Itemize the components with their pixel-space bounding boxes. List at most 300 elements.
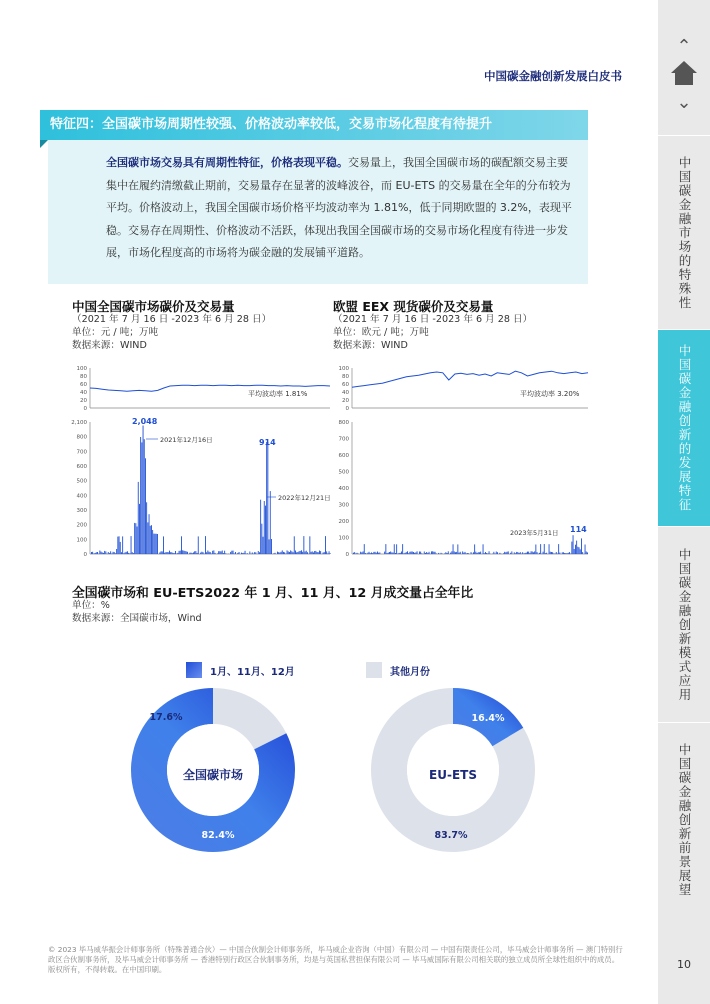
volume-bar — [546, 553, 547, 554]
volume-bar — [527, 552, 528, 554]
volume-bar — [504, 552, 505, 554]
volume-bar — [185, 551, 186, 554]
volume-tick-label: 0 — [345, 552, 349, 558]
volume-bar — [326, 551, 327, 554]
volume-bar — [414, 553, 415, 554]
volume-bar — [269, 539, 270, 554]
chevron-down-icon[interactable]: ⌄ — [676, 92, 692, 113]
volume-bar — [403, 553, 404, 554]
volume-bar — [254, 552, 255, 554]
tab-innovation-models-label: 中国碳金融创新模式应用 — [677, 547, 692, 702]
volume-bar — [175, 551, 176, 554]
volume-bar — [195, 551, 196, 554]
volume-bar — [415, 552, 416, 554]
volume-bar — [215, 553, 216, 554]
volume-bar — [397, 554, 398, 555]
volume-bar — [373, 552, 374, 554]
volume-bar — [387, 553, 388, 554]
volume-bar — [367, 553, 368, 554]
volume-bar — [508, 551, 509, 554]
volume-bar — [519, 553, 520, 554]
volume-bar — [114, 552, 115, 554]
volume-bar — [559, 553, 560, 555]
volume-bar — [243, 553, 244, 554]
volume-bar — [133, 553, 134, 554]
volume-bar — [327, 553, 328, 554]
volume-bar — [497, 552, 498, 554]
volume-bar — [531, 551, 532, 554]
volume-bar — [376, 553, 377, 554]
volume-bar — [573, 535, 574, 554]
volume-bar — [323, 553, 324, 555]
volume-bar — [457, 544, 458, 554]
volume-bar — [211, 554, 212, 555]
volume-bar — [555, 554, 556, 555]
price-tick-label: 0 — [345, 406, 349, 412]
volume-bar — [95, 553, 96, 554]
volume-bar — [113, 552, 114, 554]
volume-bar — [239, 552, 240, 554]
volume-bar — [378, 553, 379, 554]
volume-bar — [171, 552, 172, 554]
volume-bar — [217, 553, 218, 554]
volume-bar — [255, 552, 256, 554]
pie-unit: 单位：% — [72, 600, 110, 611]
tab-innovation-outlook[interactable] — [658, 722, 710, 917]
chart1-meta — [72, 313, 271, 352]
volume-bar — [493, 552, 494, 554]
feature-lead: 全国碳市场交易具有周期性特征，价格表现平稳。 — [106, 156, 348, 169]
volume-bar — [186, 551, 187, 554]
tab-innovation-outlook-label: 中国碳金融创新前景展望 — [677, 743, 692, 897]
volume-bar — [514, 552, 515, 554]
volume-bar — [396, 544, 397, 554]
volume-bar — [265, 506, 266, 554]
volume-bar — [474, 544, 475, 554]
volume-bar — [459, 553, 460, 554]
volume-bar — [526, 553, 527, 554]
chart2-meta — [333, 313, 532, 352]
volume-bar — [400, 553, 401, 554]
volume-bar — [372, 553, 373, 554]
pie1-center-label: 全国碳市场 — [182, 768, 244, 782]
volume-bar — [263, 537, 264, 554]
volume-bar — [533, 552, 534, 554]
volume-bar — [425, 553, 426, 554]
volume-bar — [431, 551, 432, 554]
price-tick-label: 80 — [342, 374, 349, 380]
volume-bar — [155, 534, 156, 554]
volume-bar — [532, 552, 533, 555]
volume-bar — [540, 544, 541, 554]
volume-bar — [320, 551, 321, 554]
volume-bar — [325, 536, 326, 554]
volume-bar — [390, 552, 391, 555]
volume-bar — [210, 552, 211, 554]
price-tick-label: 20 — [342, 398, 349, 404]
volume-bar — [135, 523, 136, 554]
volume-bar — [444, 553, 445, 554]
volume-bar — [545, 553, 546, 554]
china-carbon-chart — [68, 360, 338, 560]
volume-bar — [510, 553, 511, 554]
volume-bar — [189, 553, 190, 554]
tab-development-features[interactable] — [658, 329, 710, 526]
volume-bar — [177, 553, 178, 554]
volume-bar — [441, 553, 442, 554]
c2-volatility-label: 平均波动率 3.20% — [520, 390, 580, 398]
volume-bar — [360, 552, 361, 554]
volume-bar — [203, 552, 204, 554]
volume-bar — [307, 552, 308, 554]
volume-bar — [294, 536, 295, 554]
volume-bar — [117, 537, 118, 554]
tab-market-specialty[interactable] — [658, 135, 710, 329]
chevron-up-icon[interactable]: ⌃ — [676, 36, 692, 57]
volume-bar — [246, 554, 247, 555]
volume-bar — [266, 442, 267, 554]
volume-bar — [221, 551, 222, 554]
volume-bar — [141, 442, 142, 554]
volume-bar — [569, 552, 570, 554]
volume-bar — [278, 552, 279, 554]
volume-bar — [511, 551, 512, 554]
volume-bar — [574, 549, 575, 554]
volume-bar — [314, 551, 315, 554]
volume-bar — [222, 551, 223, 555]
price-tick-label: 40 — [342, 390, 349, 396]
volume-bar — [389, 552, 390, 554]
volume-bar — [116, 549, 117, 554]
volume-bar — [366, 554, 367, 555]
volume-bar — [104, 551, 105, 554]
volume-bar — [167, 552, 168, 554]
volume-bar — [161, 551, 162, 554]
volume-bar — [466, 553, 467, 554]
volume-bar — [577, 547, 578, 554]
volume-bar — [247, 553, 248, 554]
volume-bar — [122, 536, 123, 554]
volume-bar — [144, 439, 145, 554]
volume-bar — [230, 552, 231, 554]
volume-bar — [405, 553, 406, 554]
volume-tick-label: 200 — [76, 522, 87, 529]
volume-bar — [315, 551, 316, 554]
volume-bar — [495, 554, 496, 555]
volume-bar — [233, 551, 234, 554]
volume-bar — [213, 550, 214, 554]
volume-bar — [163, 536, 164, 554]
volume-bar — [516, 552, 517, 554]
volume-bar — [427, 553, 428, 554]
volume-tick-label: 700 — [338, 436, 349, 443]
volume-bar — [149, 514, 150, 554]
volume-bar — [111, 553, 112, 554]
volume-bar — [293, 552, 294, 554]
volume-tick-label: 800 — [338, 420, 349, 426]
volume-bar — [289, 552, 290, 554]
volume-bar — [285, 554, 286, 555]
volume-bar — [465, 552, 466, 554]
volume-bar — [486, 553, 487, 554]
volume-bar — [429, 552, 430, 554]
volume-bar — [525, 553, 526, 554]
volume-bar — [436, 553, 437, 554]
legend-label-other: 其他月份 — [390, 666, 430, 678]
pie2-other-value: 83.7% — [434, 830, 468, 841]
chart2-title: 欧盟 EEX 现货碳价及交易量 — [333, 299, 494, 314]
volume-bar — [288, 551, 289, 554]
volume-bar — [379, 552, 380, 554]
volume-bar — [535, 545, 536, 555]
volume-bar — [420, 552, 421, 554]
volume-bar — [412, 552, 413, 555]
volume-bar — [507, 552, 508, 554]
chart2-source: 数据来源：WIND — [333, 340, 408, 351]
volume-bar — [483, 544, 484, 554]
volume-bar — [176, 554, 177, 555]
volume-bar — [585, 545, 586, 555]
volume-bar — [235, 552, 236, 554]
volume-bar — [169, 551, 170, 554]
volume-bar — [363, 551, 364, 554]
volume-bar — [132, 552, 133, 554]
volume-bar — [564, 553, 565, 554]
volume-bar — [252, 552, 253, 554]
volume-bar — [432, 551, 433, 554]
volume-bar — [242, 553, 243, 554]
volume-bar — [570, 554, 571, 555]
volume-bar — [151, 525, 152, 554]
legend-item-primary — [186, 662, 295, 678]
volume-bar — [413, 552, 414, 554]
volume-bar — [290, 550, 291, 554]
volume-bar — [283, 552, 284, 554]
volume-bar — [305, 552, 306, 555]
volume-bar — [318, 552, 319, 554]
c1-peak1-date: 2021年12月16日 — [160, 436, 213, 444]
volume-bar — [193, 552, 194, 554]
legend-item-other — [366, 662, 430, 678]
c2-peak-value: 114 — [570, 525, 587, 534]
volume-bar — [225, 553, 226, 554]
volume-bar — [152, 530, 153, 554]
volume-bar — [361, 552, 362, 554]
volume-bar — [241, 553, 242, 554]
volume-tick-label: 500 — [76, 478, 87, 485]
volume-tick-label: 200 — [338, 519, 349, 525]
chart2-unit: 单位：欧元 / 吨；万吨 — [333, 327, 429, 338]
volume-bar — [279, 553, 280, 555]
volume-bar — [146, 502, 147, 554]
volume-bar — [517, 552, 518, 554]
volume-bar — [312, 551, 313, 554]
volume-bar — [275, 553, 276, 554]
volume-bar — [401, 552, 402, 555]
volume-bar — [137, 527, 138, 555]
volume-bar — [125, 552, 126, 554]
volume-bar — [557, 554, 558, 555]
volume-bar — [179, 551, 180, 554]
volume-bar — [528, 552, 529, 554]
volume-bar — [181, 536, 182, 554]
volume-bar — [575, 545, 576, 554]
volume-bar — [553, 553, 554, 554]
volume-tick-label: 700 — [76, 449, 87, 456]
volume-bar — [168, 552, 169, 554]
volume-bar — [435, 552, 436, 554]
pie-source: 数据来源：全国碳市场，Wind — [72, 613, 202, 624]
volume-bar — [157, 534, 158, 554]
volume-bar — [375, 552, 376, 554]
volume-bar — [237, 553, 238, 554]
volume-bar — [419, 552, 420, 555]
volume-bar — [537, 552, 538, 554]
price-tick-label: 60 — [342, 382, 349, 388]
volume-bar — [324, 552, 325, 554]
volume-bar — [534, 551, 535, 554]
volume-bar — [442, 554, 443, 555]
volume-bar — [260, 500, 261, 554]
volume-bar — [92, 552, 93, 554]
volume-bar — [399, 553, 400, 554]
volume-bar — [173, 553, 174, 554]
volume-bar — [384, 552, 385, 554]
volume-bar — [451, 551, 452, 554]
volume-bar — [445, 552, 446, 554]
sidebar — [658, 0, 710, 1004]
volume-bar — [364, 544, 365, 554]
volume-bar — [297, 552, 298, 554]
volume-bar — [138, 482, 139, 554]
volume-bar — [282, 550, 283, 554]
volume-bar — [224, 551, 225, 554]
document-title: 中国碳金融创新发展白皮书 — [484, 69, 622, 83]
volume-bar — [194, 551, 195, 554]
volume-bar — [587, 552, 588, 554]
volume-bar — [426, 552, 427, 554]
volume-bar — [558, 544, 559, 554]
volume-tick-label: 2,100 — [71, 420, 87, 426]
volume-bar — [409, 552, 410, 554]
volume-bar — [417, 551, 418, 554]
volume-bar — [411, 552, 412, 555]
price-tick-label: 100 — [338, 366, 349, 372]
chart1-subtitle: （2021 年 7 月 16 日 -2023 年 6 月 28 日） — [72, 314, 272, 325]
volume-bar — [487, 553, 488, 554]
volume-bar — [156, 534, 157, 554]
home-icon[interactable] — [658, 58, 710, 92]
volume-bar — [408, 553, 409, 554]
volume-tick-label: 300 — [338, 502, 349, 509]
volume-bar — [103, 553, 104, 554]
volume-bar — [162, 551, 163, 554]
volume-bar — [550, 552, 551, 554]
volume-bar — [489, 551, 490, 554]
volume-bar — [134, 523, 135, 554]
feature-text — [106, 152, 576, 265]
volume-bar — [453, 544, 454, 554]
volume-bar — [145, 458, 146, 554]
volume-bar — [300, 551, 301, 554]
volume-bar — [108, 552, 109, 554]
volume-bar — [473, 552, 474, 554]
pie-charts — [118, 685, 598, 855]
volume-bar — [261, 524, 262, 554]
pie-chart-meta — [72, 599, 202, 625]
price-tick-label: 20 — [80, 398, 87, 404]
volume-bar — [99, 551, 100, 555]
volume-bar — [164, 553, 165, 554]
volume-tick-label: 400 — [76, 493, 87, 500]
volume-bar — [456, 552, 457, 554]
tab-development-features-label: 中国碳金融创新的发展特征 — [677, 344, 692, 512]
volume-bar — [581, 538, 582, 554]
volume-bar — [421, 553, 422, 554]
legend-swatch-primary — [186, 662, 202, 678]
tab-innovation-models[interactable] — [658, 526, 710, 722]
pie2-center-label: EU-ETS — [429, 768, 477, 782]
volume-bar — [438, 553, 439, 554]
pie2-primary-value: 16.4% — [471, 713, 505, 724]
volume-bar — [115, 553, 116, 554]
volume-bar — [505, 552, 506, 554]
volume-tick-label: 0 — [83, 552, 87, 558]
volume-bar — [97, 552, 98, 554]
volume-bar — [485, 552, 486, 554]
volume-bar — [479, 552, 480, 554]
volume-bar — [503, 553, 504, 554]
volume-bar — [394, 544, 395, 554]
chart1-title: 中国全国碳市场碳价及交易量 — [72, 299, 235, 314]
volume-bar — [357, 553, 358, 554]
volume-bar — [355, 553, 356, 554]
volume-bar — [101, 552, 102, 554]
volume-bar — [159, 552, 160, 554]
volume-bar — [371, 552, 372, 554]
volume-tick-label: 300 — [76, 508, 87, 514]
volume-bar — [551, 552, 552, 554]
c1-volatility-label: 平均波动率 1.81% — [248, 390, 308, 398]
volume-bar — [562, 552, 563, 554]
volume-bar — [475, 552, 476, 554]
copyright-footer: © 2023 毕马威华振会计师事务所（特殊普通合伙）— 中国合伙制会计师事务所，毕马威企业咨询（中国）有限公司 — 中国有限责任公司，毕马威会计师事务所 — 澳门特别行政区合伙制事务所，及毕马威会计师事务所 — 香港特别行政区合伙制事务所，均是与英国私营担保有限公司 — 毕马威国际有限公司相关联的独立成员所全球性组织中的成员。版权所有，不得转载。在中国印刷。 — [48, 945, 623, 974]
volume-bar — [301, 550, 302, 554]
volume-bar — [552, 552, 553, 554]
volume-bar — [496, 552, 497, 555]
tab-market-specialty-label: 中国碳金融市场的特殊性 — [677, 155, 692, 310]
volume-bar — [523, 553, 524, 554]
volume-bar — [200, 553, 201, 554]
volume-bar — [267, 442, 268, 554]
volume-bar — [388, 553, 389, 554]
volume-bar — [460, 552, 461, 554]
volume-bar — [96, 552, 97, 554]
volume-bar — [182, 550, 183, 554]
volume-bar — [102, 552, 103, 554]
volume-bar — [110, 551, 111, 554]
volume-bar — [576, 541, 577, 554]
volume-bar — [187, 552, 188, 554]
volume-bar — [353, 553, 354, 554]
volume-bar — [147, 522, 148, 554]
volume-bar — [287, 550, 288, 554]
c1-peak1-value: 2,048 — [132, 417, 158, 426]
legend-label-primary: 1月、11月、12月 — [210, 666, 295, 678]
volume-bar — [270, 491, 271, 554]
volume-bar — [183, 551, 184, 554]
volume-tick-label: 500 — [338, 469, 349, 476]
